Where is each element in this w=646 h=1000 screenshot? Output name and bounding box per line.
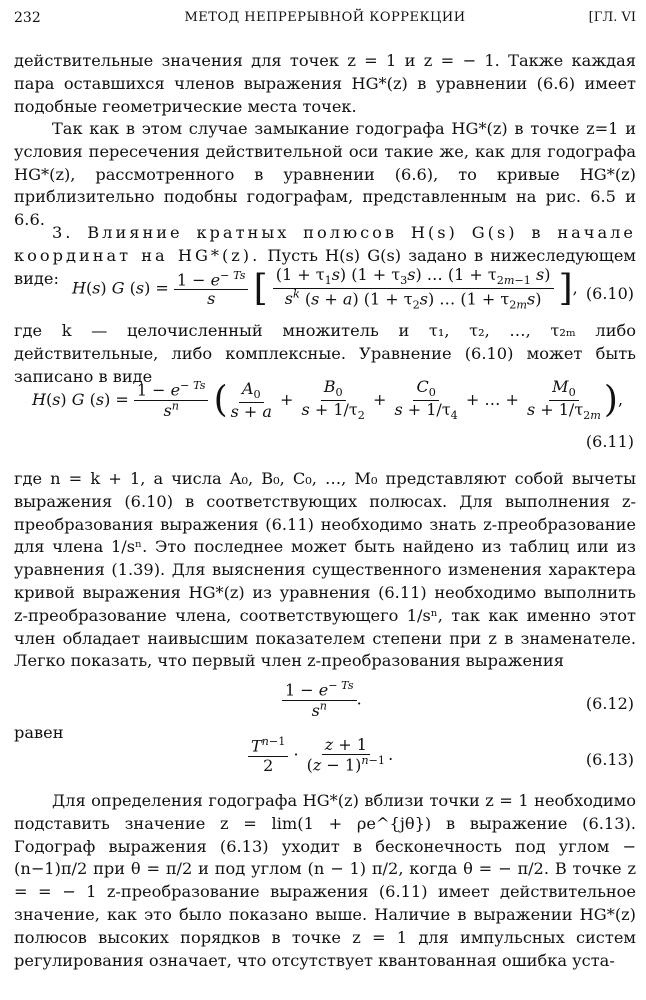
page-header: [14, 10, 636, 32]
running-title: МЕТОД НЕПРЕРЫВНОЙ КОРРЕКЦИИ: [184, 10, 466, 25]
paragraph-1: [14, 50, 636, 118]
chapter-label: [ГЛ. VI: [588, 10, 636, 25]
paragraph-7: [14, 790, 636, 972]
equation-number: (6.12): [585, 694, 634, 713]
paragraph-4-text: где k — целочисленный множитель и τ₁, τ₂, …, τ₂ₘ либо действительные, либо комплексные. Уравнение (6.10) может быть записано в виде: [14, 321, 636, 386]
paragraph-1-text: действительные значения для точек z = 1 и z = − 1. Также каждая пара оставшихся членов выражения HG*(z) в уравнении (6.6) имеет подобные геометрические места точек.: [14, 51, 636, 116]
paragraph-7-text: Для определения годографа HG*(z) вблизи точки z = 1 необходимо подставить значение z = lim(1 + ρe^{jθ}) в выражение (6.13). Годограф выражения (6.13) уходит в бесконечность под углом −(n−1)π/2 при θ = π/2 и под углом (n − 1) π/2, когда θ = − π/2. В точке z = = − 1 z-преобразование выражения (6.11) имеет действительное значение, как это было показано выше. Наличие в выражении HG*(z) полюсов высоких порядков в точке z = 1 для импульсных систем регулирования означает, что отсутствует квантованная ошибка уста-: [14, 791, 636, 970]
book-page: 232 МЕТОД НЕПРЕРЫВНОЙ КОРРЕКЦИИ [ГЛ. VI действительные значения для точек z = 1 и z = − 1. Также каждая пара оставшихся членов выражения HG*(z) в уравнении (6.6) имеет подобные геометрические места точек. Так как в этом случае замыкание годографа HG*(z) в точке z=1 и условия пересечения действительной оси такие же, как для годографа HG*(z), рассмотренного в уравнении (6.6), то кривые HG*(z) приблизительно подобны годографам, представленным на рис. 6.5 и 6.6. 3. Влияние кратных полюсов H(s) G(s) в начале координат на HG*(z). Пусть H(s) G(s) задано в нижеследующем виде: H(s) G (s) = $\frac{1 - e^{- Ts}}{s}$ [ $\frac{(1 + \tau_1s) (1 + \tau_3s) \dots (1 + \tau_{2m-1} s)}{s^k (s + a) (1 + \tau_2s) \dots (1 + \tau_{2m}s)}$ ], (6.10) где k — целочисленный множитель и τ₁, τ₂, …, τ₂ₘ либо действительные, либо комплексные. Уравнение (6.10) может быть записано в виде H(s) G (s) = $\frac{1 - e^{- Ts}}{s^n}$ ( $\frac{A_0}{s + a}$ + $\frac{B_0}{s + 1/\tau_2}$ + $\frac{C_0}{s + 1/\tau_4}$ + … + $\frac{M_0}{s + 1/\tau_{2m}}$ ), (6.11) где n = k + 1, а числа A₀, B₀, C₀, …, M₀ представляют собой вычеты выражения (6.10) в соответствующих полюсах. Для выполнения z-преобразования выражения (6.11) необходимо знать z-преобразование для члена 1/sⁿ. Это последнее может быть найдено из таблиц или из уравнения (1.39). Для выяснения существенного изменения характера кривой выражения HG*(z) из уравнения (6.11) необходимо выполнить z-преобразование члена, соответствующего 1/sⁿ, так как именно этот член обладает наивысшим показателем степени при z в знаменателе. Легко показать, что первый член z-преобразования выражения $\frac{1 - e^{- Ts}}{s^n}$ . (6.12) равен $\frac{T^{n-1}}{2}$ · $\frac{z + 1}{(z - 1)^{n-1}}$ . (6.13) Для определения годографа HG*(z) вблизи точки z = 1 необходимо подставить значение z = lim(1 + ρe^{jθ}) в выражение (6.13). Годограф выражения (6.13) уходит в бесконечность под углом −(n−1)π/2 при θ = π/2 и под углом (n − 1) π/2, когда θ = − π/2. В точке z = = − 1 z-преобразование выражения (6.11) имеет действительное значение, как это было показано выше. Наличие в выражении HG*(z) полюсов высоких порядков в точке z = 1 для импульсных систем регулирования означает, что отсутствует квантованная ошибка уста-: [0, 0, 646, 1000]
paragraph-5-text: где n = k + 1, а числа A₀, B₀, C₀, …, M₀ представляют собой вычеты выражения (6.10) в соответствующих полюсах. Для выполнения z-преобразования выражения (6.11) необходимо знать z-преобразование для члена 1/sⁿ. Это последнее может быть найдено из таблиц или из уравнения (1.39). Для выяснения существенного изменения характера кривой выражения HG*(z) из уравнения (6.11) необходимо выполнить z-преобразование члена, соответствующего 1/sⁿ, так как именно этот член обладает наивысшим показателем степени при z в знаменателе. Легко показать, что первый член z-преобразования выражения: [14, 469, 636, 671]
equation-number: (6.11): [585, 432, 634, 451]
equation-number: (6.13): [585, 750, 634, 769]
section-heading: 3. Влияние кратных полюсов H(s) G(s) в начале координат на HG*(z).: [14, 223, 636, 265]
page-number: 232: [14, 10, 41, 26]
equation-number: (6.10): [585, 284, 634, 303]
paragraph-2-text: Так как в этом случае замыкание годографа HG*(z) в точке z=1 и условия пересечения действительной оси такие же, как для годографа HG*(z), рассмотренного в уравнении (6.6), то кривые HG*(z) приблизительно подобны годографам, представленным на рис. 6.5 и 6.6.: [14, 119, 636, 230]
paragraph-2: [14, 118, 636, 232]
paragraph-6-text: равен: [14, 723, 64, 742]
paragraph-3-text: Пусть H(s) G(s) задано в нижеследующем виде:: [14, 245, 636, 288]
paragraph-5: [14, 468, 636, 673]
